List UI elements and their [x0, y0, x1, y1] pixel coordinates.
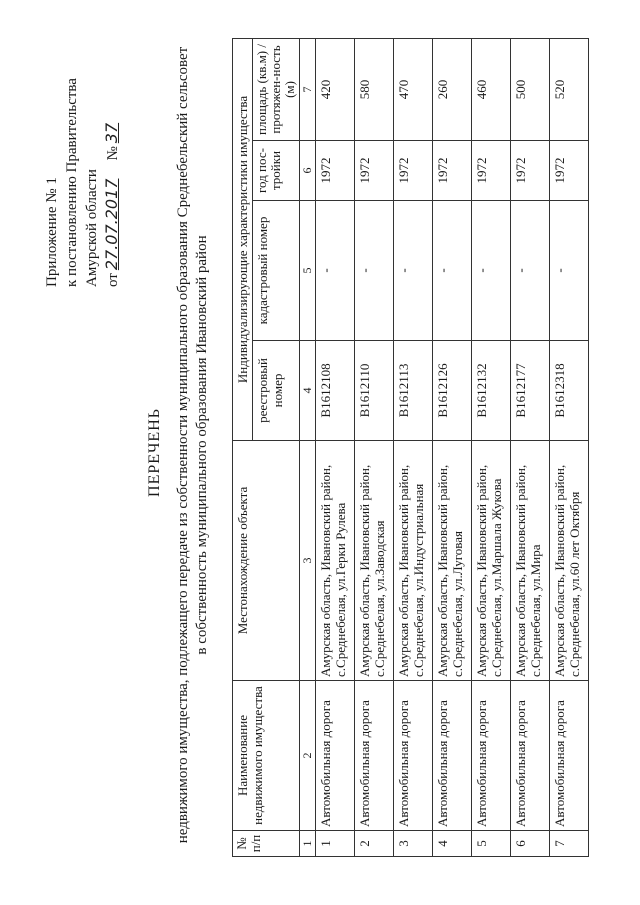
header-year: год пос-тройки: [253, 141, 300, 201]
row-location: Амурская область, Ивановский район, с.Среднебелая, ул.Индустриальная: [394, 441, 433, 681]
row-name: Автомобильная дорога: [550, 681, 589, 831]
row-location: Амурская область, Ивановский район, с.Среднебелая, ул.Маршала Жукова: [472, 441, 511, 681]
row-registry-number: B1612108: [316, 341, 355, 441]
row-year: 1972: [511, 141, 550, 201]
row-location: Амурская область, Ивановский район, с.Среднебелая, ул.Заводская: [355, 441, 394, 681]
table-row: [550, 38, 589, 856]
row-cadastral-number: -: [550, 201, 589, 341]
row-name: Автомобильная дорога: [394, 681, 433, 831]
header-registry: реестровый номер: [253, 341, 300, 441]
row-year: 1972: [472, 141, 511, 201]
date-prefix: от: [105, 273, 121, 287]
appendix-date-line: [102, 7, 123, 287]
handwritten-date: 27.07.2017: [102, 178, 121, 271]
row-cadastral-number: -: [394, 201, 433, 341]
row-year: 1972: [316, 141, 355, 201]
table-row: [355, 38, 394, 856]
appendix-line-1: Приложение № 1: [44, 177, 60, 287]
row-area: 470: [394, 38, 433, 140]
row-name: Автомобильная дорога: [472, 681, 511, 831]
appendix-block: [42, 7, 123, 287]
row-location: Амурская область, Ивановский район, с.Среднебелая, ул.Герки Рулева: [316, 441, 355, 681]
row-cadastral-number: -: [472, 201, 511, 341]
column-number: 5: [300, 201, 316, 341]
table-row: [511, 38, 550, 856]
property-table: [232, 38, 589, 857]
row-cadastral-number: -: [511, 201, 550, 341]
row-registry-number: B1612318: [550, 341, 589, 441]
row-number: 3: [394, 831, 433, 857]
number-prefix: №: [105, 146, 121, 161]
header-cadastral: кадастровый номер: [253, 201, 300, 341]
row-cadastral-number: -: [316, 201, 355, 341]
column-number: 7: [300, 38, 316, 140]
header-num: № п/п: [233, 831, 300, 857]
column-number: 3: [300, 441, 316, 681]
row-year: 1972: [355, 141, 394, 201]
document-subtitle: недвижимого имущества, подлежащего передаче из собственности муниципального образования Среднебельский сельсовет в собственность муниципального образования Ивановский район: [175, 46, 210, 844]
table-row: [316, 38, 355, 856]
header-location: Местонахождение объекта: [233, 441, 300, 681]
row-name: Автомобильная дорога: [355, 681, 394, 831]
row-name: Автомобильная дорога: [433, 681, 472, 831]
row-area: 420: [316, 38, 355, 140]
row-cadastral-number: -: [355, 201, 394, 341]
row-registry-number: B1612126: [433, 341, 472, 441]
row-year: 1972: [550, 141, 589, 201]
row-number: 6: [511, 831, 550, 857]
row-cadastral-number: -: [433, 201, 472, 341]
header-individual: Индивидуализирующие характеристики имущества: [233, 38, 253, 440]
row-number: 7: [550, 831, 589, 857]
row-area: 460: [472, 38, 511, 140]
row-number: 5: [472, 831, 511, 857]
row-name: Автомобильная дорога: [316, 681, 355, 831]
appendix-line-3: Амурской области: [84, 169, 100, 287]
row-location: Амурская область, Ивановский район, с.Среднебелая, ул.Мира: [511, 441, 550, 681]
header-name: Наименование недвижимого имущества: [233, 681, 300, 831]
handwritten-number: 37: [102, 122, 121, 144]
appendix-line-2: к постановлению Правительства: [64, 78, 80, 287]
row-area: 260: [433, 38, 472, 140]
row-location: Амурская область, Ивановский район, с.Среднебелая, ул.60 лет Октября: [550, 441, 589, 681]
column-number-row: [300, 38, 316, 856]
row-registry-number: B1612110: [355, 341, 394, 441]
row-year: 1972: [433, 141, 472, 201]
row-registry-number: B1612177: [511, 341, 550, 441]
table-row: [433, 38, 472, 856]
column-number: 4: [300, 341, 316, 441]
row-registry-number: B1612113: [394, 341, 433, 441]
row-area: 500: [511, 38, 550, 140]
row-registry-number: B1612132: [472, 341, 511, 441]
row-location: Амурская область, Ивановский район, с.Среднебелая, ул.Луговая: [433, 441, 472, 681]
column-number: 1: [300, 831, 316, 857]
row-area: 520: [550, 38, 589, 140]
row-number: 1: [316, 831, 355, 857]
column-number: 2: [300, 681, 316, 831]
header-area: площадь (кв.м) / протяжен-ность (м): [253, 38, 300, 140]
row-year: 1972: [394, 141, 433, 201]
table-row: [472, 38, 511, 856]
document-title: ПЕРЕЧЕНЬ: [146, 408, 163, 497]
row-number: 2: [355, 831, 394, 857]
table-row: [394, 38, 433, 856]
column-number: 6: [300, 141, 316, 201]
row-number: 4: [433, 831, 472, 857]
row-area: 580: [355, 38, 394, 140]
row-name: Автомобильная дорога: [511, 681, 550, 831]
